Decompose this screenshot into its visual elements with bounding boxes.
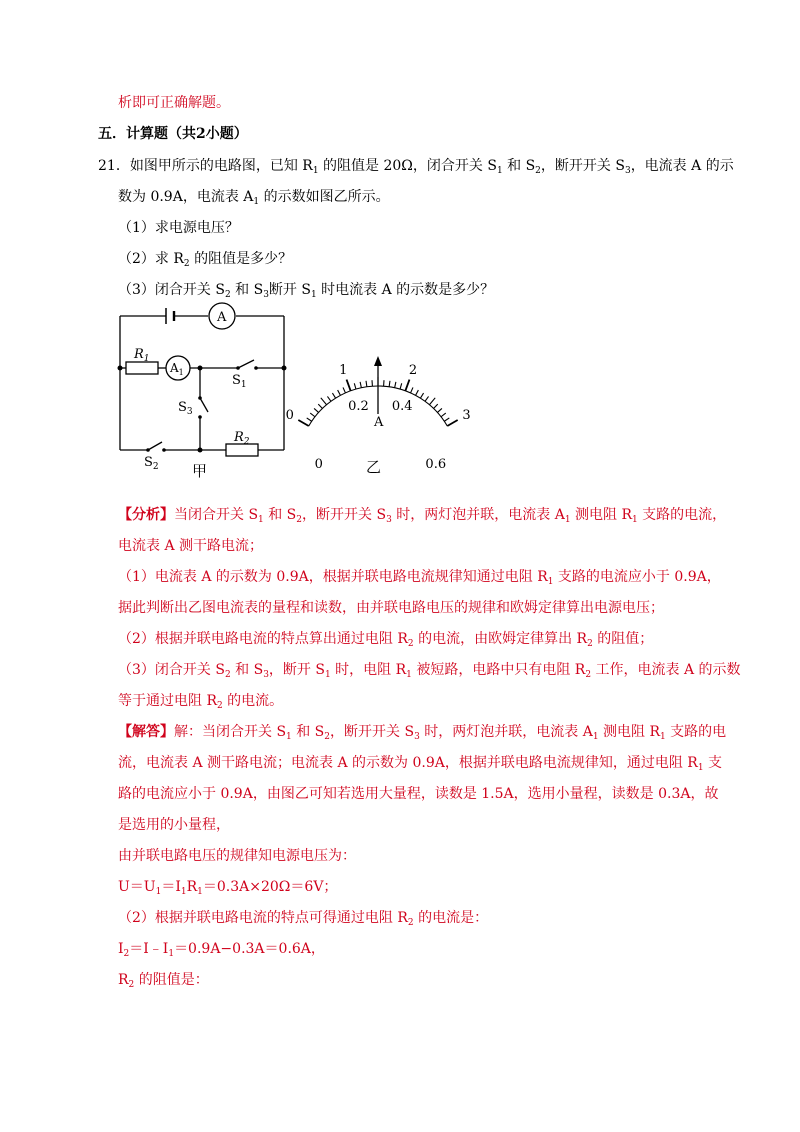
dial-tick <box>338 390 341 395</box>
analysis-line-6 <box>118 660 741 680</box>
subscript: 1 <box>406 670 412 680</box>
text: 当闭合开关 S <box>174 507 259 523</box>
figure-caption-yi: 乙 <box>366 458 382 476</box>
question-number: 21． <box>98 158 130 174</box>
text: R <box>118 972 129 988</box>
analysis-tag: 【分析】 <box>118 507 174 523</box>
carryover-text: 析即可正确解题。 <box>118 95 230 111</box>
text: 的电流。 <box>222 693 284 709</box>
text: （3）闭合开关 S <box>118 282 225 298</box>
text: ，断开开关 S <box>302 507 387 523</box>
subscript: 2 <box>535 166 541 176</box>
analysis-line-2: 电流表 A 测干路电流； <box>118 538 264 554</box>
text: 测电阻 R <box>598 724 660 740</box>
text: ＝0.9A−0.3A＝0.6A， <box>174 941 325 957</box>
subscript: 1 <box>564 515 571 525</box>
dial-top-label: 1 <box>339 363 348 379</box>
text: 流，电流表 A 测干路电流；电流表 A 的示数为 0.9A，根据并联电路电流规律知，通过电阻 R <box>118 755 698 771</box>
circuit-diagram-jia <box>114 304 294 484</box>
r2-label: $R_2$ <box>234 430 250 447</box>
text: 如图甲所示的电路图，已知 R <box>129 158 313 174</box>
text: 支路的电 <box>665 724 727 740</box>
subscript: 2 <box>587 639 593 649</box>
dial-bottom-label: 0.4 <box>391 398 413 414</box>
dial-tick <box>434 404 438 408</box>
subscript: 3 <box>386 515 392 525</box>
ammeter-a1-label: $A_1$ <box>170 361 184 377</box>
section-heading: 五．计算题（共2小题） <box>98 126 248 142</box>
text: 时，电阻 R <box>330 662 407 678</box>
pointer-label: A <box>374 415 384 430</box>
subscript: 1 <box>632 515 638 525</box>
answer-line-9 <box>118 970 209 990</box>
dial-tick <box>354 383 356 389</box>
subscript: 2 <box>407 918 414 928</box>
text: （3）闭合开关 S <box>118 662 225 678</box>
dial-tick <box>429 398 435 405</box>
text: 的阻值是 20Ω，闭合开关 S <box>318 158 497 174</box>
text: 的电流，由欧姆定律算出 R <box>413 631 588 647</box>
dial-tick <box>360 382 361 388</box>
resistor-r2-icon <box>226 444 258 456</box>
text: 解：当闭合开关 S <box>174 724 287 740</box>
text: 的示数如图乙所示。 <box>259 189 390 205</box>
subscript: 3 <box>263 290 269 300</box>
text: 等于通过电阻 R <box>118 693 217 709</box>
dial-tick <box>400 383 402 389</box>
text: ＝0.3A×20Ω＝6V； <box>202 879 338 895</box>
subscript: 1 <box>155 887 162 897</box>
text: 支 <box>703 755 723 771</box>
subscript: 3 <box>624 166 631 176</box>
answer-line-3: 路的电流应小于 0.9A，由图乙可知若选用大量程，读数是 1.5A，选用小量程，读数是 0.3A，故 <box>118 786 719 802</box>
text: 工作，电流表 A 的示数 <box>591 662 741 678</box>
dial-tick <box>405 380 409 391</box>
text: 和 S <box>291 724 325 740</box>
subscript: 1 <box>496 166 503 176</box>
answer-line-1 <box>118 722 726 742</box>
question-line-2 <box>118 187 390 207</box>
subscript: 1 <box>697 763 704 773</box>
dial-tick <box>416 390 419 395</box>
text: 测电阻 R <box>570 507 632 523</box>
text: ，断开开关 S <box>330 724 415 740</box>
subscript: 1 <box>312 166 319 176</box>
subscript: 2 <box>224 290 231 300</box>
subscript: 1 <box>286 732 292 742</box>
text: 支路的电流应小于 0.9A， <box>553 569 721 585</box>
answer-line-5: 由并联电路电压的规律知电源电压为： <box>118 848 356 864</box>
subscript: 1 <box>324 670 331 680</box>
figure-caption-jia: 甲 <box>192 462 208 480</box>
subscript: 2 <box>296 515 303 525</box>
dial-tick <box>332 393 335 398</box>
dial-tick <box>420 393 423 398</box>
text: U＝U <box>118 879 156 895</box>
subscript: 2 <box>407 639 414 649</box>
text: 和 S <box>230 662 264 678</box>
subscript: 1 <box>660 732 666 742</box>
analysis-line-7 <box>118 691 283 711</box>
resistor-r1-icon <box>126 362 158 374</box>
dial-top-label: 0 <box>285 408 294 423</box>
subscript: 1 <box>310 290 317 300</box>
subscript: 1 <box>197 887 203 897</box>
subscript: 1 <box>168 949 175 959</box>
subscript: 1 <box>258 515 264 525</box>
text: 的阻值； <box>592 631 654 647</box>
question-line-1 <box>98 156 734 176</box>
text: ＝I﹣I <box>129 941 169 957</box>
text: 时，两灯泡并联，电流表 A <box>419 724 593 740</box>
answer-line-4: 是选用的小量程， <box>118 817 230 833</box>
dial-tick <box>298 420 308 426</box>
dial-tick <box>318 404 322 408</box>
pointer-arrow-icon <box>374 356 382 366</box>
dial-tick <box>321 398 327 405</box>
dial-bottom-label: 0.2 <box>348 398 369 414</box>
text: 断开 S <box>268 282 311 298</box>
switch-s2-icon <box>148 442 162 450</box>
dial-tick <box>437 408 441 412</box>
switch-s3-icon <box>200 398 208 412</box>
dial-bottom-label: 0 <box>314 457 323 472</box>
text: 支路的电流， <box>637 507 727 523</box>
text: 和 S <box>263 507 297 523</box>
answer-line-8 <box>118 939 325 959</box>
text: （2）求 R <box>118 251 184 267</box>
text: （2）根据并联电路电流的特点算出通过电阻 R <box>118 631 408 647</box>
subscript: 1 <box>180 887 187 897</box>
switch-s1-icon <box>238 360 254 368</box>
analysis-line-1 <box>118 505 726 525</box>
dial-tick <box>389 381 390 387</box>
subscript: 3 <box>263 670 269 680</box>
text: R <box>186 879 198 895</box>
subscript: 1 <box>592 732 599 742</box>
dial-tick <box>444 418 449 421</box>
dial-top-label: 3 <box>462 408 471 423</box>
s3-label: $S_3$ <box>178 400 193 417</box>
text: ，断开开关 S <box>540 158 625 174</box>
answer-line-7 <box>118 908 488 928</box>
dial-tick <box>395 382 396 388</box>
subscript: 2 <box>224 670 231 680</box>
dial-tick <box>411 387 413 392</box>
dial-tick <box>347 380 351 391</box>
sub-question-2 <box>118 249 292 269</box>
analysis-line-3 <box>118 567 721 587</box>
analysis-line-4: 据此判断出乙图电流表的量程和读数，由并联电路电压的规律和欧姆定律算出电源电压； <box>118 600 664 616</box>
text: 的电流是： <box>413 910 489 926</box>
text: 被短路，电路中只有电阻 R <box>411 662 586 678</box>
text: ＝I <box>161 879 181 895</box>
dial-tick <box>441 413 446 417</box>
subscript: 2 <box>128 980 135 990</box>
dial-tick <box>310 413 315 417</box>
ammeter-dial-yi <box>285 334 480 484</box>
dial-bottom-label: 0.6 <box>425 457 447 472</box>
subscript: 3 <box>414 732 420 742</box>
r1-label: $R_1$ <box>134 347 150 364</box>
sub-question-3 <box>118 280 494 300</box>
answer-line-2 <box>118 753 722 773</box>
analysis-line-5 <box>118 629 653 649</box>
dial-tick <box>425 396 429 401</box>
text: ，电流表 A 的示 <box>630 158 734 174</box>
text: 数为 0.9A，电流表 A <box>118 189 254 205</box>
subscript: 1 <box>253 197 260 207</box>
subscript: 2 <box>123 949 130 959</box>
text: 和 S <box>502 158 536 174</box>
subscript: 2 <box>183 259 190 269</box>
dial-tick <box>314 408 318 412</box>
dial-tick <box>307 418 312 421</box>
s2-label: $S_2$ <box>144 455 159 472</box>
text: （2）根据并联电路电流的特点可得通过电阻 R <box>118 910 408 926</box>
dial-tick <box>366 381 367 387</box>
text: （1）电流表 A 的示数为 0.9A，根据并联电路电流规律知通过电阻 R <box>118 569 548 585</box>
dial-tick <box>343 387 345 392</box>
ammeter-a-label: A <box>217 310 227 325</box>
text: 时，两灯泡并联，电流表 A <box>391 507 565 523</box>
sub-question-1: （1）求电源电压？ <box>118 220 239 236</box>
text: 的阻值是： <box>134 972 209 988</box>
answer-tag: 【解答】 <box>118 724 174 740</box>
dial-top-label: 2 <box>408 363 418 379</box>
dial-tick <box>327 396 331 401</box>
text: 和 S <box>230 282 264 298</box>
subscript: 2 <box>324 732 331 742</box>
text: I <box>118 941 124 957</box>
text: 的阻值是多少？ <box>189 251 293 267</box>
subscript: 2 <box>217 701 223 711</box>
dial-tick <box>447 420 457 426</box>
text: ，断开 S <box>268 662 325 678</box>
subscript: 2 <box>585 670 592 680</box>
answer-line-6 <box>118 877 337 897</box>
subscript: 1 <box>547 577 554 587</box>
text: 时电流表 A 的示数是多少？ <box>316 282 495 298</box>
s1-label: $S_1$ <box>232 373 247 390</box>
